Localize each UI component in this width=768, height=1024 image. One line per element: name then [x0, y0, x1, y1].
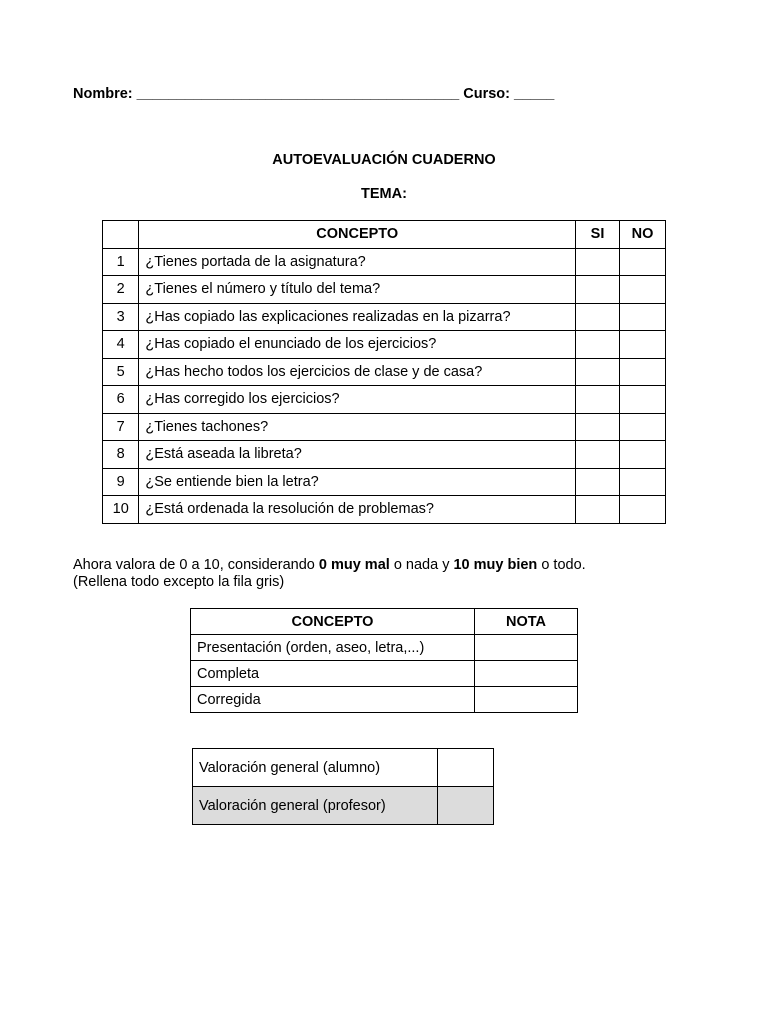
- row-number: 8: [103, 441, 139, 469]
- no-cell[interactable]: [619, 386, 665, 414]
- intro-bold-2: 10 muy bien: [453, 557, 538, 573]
- row-number: 5: [103, 358, 139, 386]
- row-number: 3: [103, 303, 139, 331]
- si-cell[interactable]: [576, 496, 620, 524]
- table-row: [103, 468, 666, 496]
- row-number: 9: [103, 468, 139, 496]
- row-question: ¿Está ordenada la resolución de problemas?: [139, 496, 576, 524]
- row-number: 2: [103, 276, 139, 304]
- no-cell[interactable]: [619, 441, 665, 469]
- row-question: ¿Has copiado las explicaciones realizadas en la pizarra?: [139, 303, 576, 331]
- table-row: [103, 386, 666, 414]
- no-cell[interactable]: [619, 276, 665, 304]
- si-cell[interactable]: [576, 441, 620, 469]
- table-row: [103, 358, 666, 386]
- table-row: [103, 248, 666, 276]
- overall-student-cell[interactable]: [438, 749, 494, 787]
- grade-concept: Corregida: [191, 687, 475, 713]
- intro-text-3: o todo.: [537, 557, 586, 573]
- table-row: [191, 661, 578, 687]
- row-question: ¿Tienes tachones?: [139, 413, 576, 441]
- row-question: ¿Está aseada la libreta?: [139, 441, 576, 469]
- row-question: ¿Se entiende bien la letra?: [139, 468, 576, 496]
- row-number: 1: [103, 248, 139, 276]
- si-cell[interactable]: [576, 303, 620, 331]
- row-question: ¿Has corregido los ejercicios?: [139, 386, 576, 414]
- intro-text-1: Ahora valora de 0 a 10, considerando: [73, 557, 319, 573]
- table-row: [193, 749, 494, 787]
- nota-cell[interactable]: [475, 635, 578, 661]
- overall-table: [192, 748, 494, 825]
- no-cell[interactable]: [619, 358, 665, 386]
- table-row: [103, 441, 666, 469]
- intro-text-2: o nada y: [389, 557, 454, 573]
- row-number: 7: [103, 413, 139, 441]
- intro-line-2: (Rellena todo excepto la fila gris): [73, 574, 285, 590]
- table-row: [191, 687, 578, 713]
- si-cell[interactable]: [576, 413, 620, 441]
- grade-concept: Presentación (orden, aseo, letra,...): [191, 635, 475, 661]
- table-row: [191, 635, 578, 661]
- no-cell[interactable]: [619, 413, 665, 441]
- nota-cell[interactable]: [475, 687, 578, 713]
- table-row: [103, 331, 666, 359]
- rating-instructions: [73, 557, 586, 591]
- row-number: 10: [103, 496, 139, 524]
- nota-cell[interactable]: [475, 661, 578, 687]
- intro-bold-1: 0 muy mal: [318, 557, 390, 573]
- number-header: [103, 221, 139, 249]
- no-cell[interactable]: [619, 496, 665, 524]
- table-row: [103, 496, 666, 524]
- si-header: SI: [576, 221, 620, 249]
- no-cell[interactable]: [619, 248, 665, 276]
- no-header: NO: [619, 221, 665, 249]
- curso-field[interactable]: _____: [514, 86, 555, 102]
- si-cell[interactable]: [576, 331, 620, 359]
- row-question: ¿Has hecho todos los ejercicios de clase y de casa?: [139, 358, 576, 386]
- name-course-line: [73, 86, 554, 102]
- concepto-header: CONCEPTO: [191, 609, 475, 635]
- si-cell[interactable]: [576, 248, 620, 276]
- row-number: 6: [103, 386, 139, 414]
- concepto-header: CONCEPTO: [139, 221, 576, 249]
- si-cell[interactable]: [576, 276, 620, 304]
- nota-header: NOTA: [475, 609, 578, 635]
- grades-header-row: [191, 609, 578, 635]
- nombre-label: Nombre:: [73, 86, 133, 102]
- checklist-table: [102, 220, 666, 524]
- row-number: 4: [103, 331, 139, 359]
- row-question: ¿Tienes portada de la asignatura?: [139, 248, 576, 276]
- si-cell[interactable]: [576, 358, 620, 386]
- no-cell[interactable]: [619, 468, 665, 496]
- table-row: [103, 413, 666, 441]
- table-row: [193, 787, 494, 825]
- checklist-header-row: [103, 221, 666, 249]
- si-cell[interactable]: [576, 386, 620, 414]
- page-title: AUTOEVALUACIÓN CUADERNO: [272, 152, 496, 168]
- curso-label: Curso:: [463, 86, 510, 102]
- tema-label: TEMA:: [361, 186, 407, 202]
- overall-teacher-cell: [438, 787, 494, 825]
- table-row: [103, 303, 666, 331]
- nombre-field[interactable]: ________________________________________: [136, 86, 460, 102]
- grade-concept: Completa: [191, 661, 475, 687]
- grades-table: [190, 608, 578, 713]
- overall-student-label: Valoración general (alumno): [193, 749, 438, 787]
- no-cell[interactable]: [619, 331, 665, 359]
- row-question: ¿Has copiado el enunciado de los ejercicios?: [139, 331, 576, 359]
- row-question: ¿Tienes el número y título del tema?: [139, 276, 576, 304]
- overall-teacher-label: Valoración general (profesor): [193, 787, 438, 825]
- no-cell[interactable]: [619, 303, 665, 331]
- table-row: [103, 276, 666, 304]
- si-cell[interactable]: [576, 468, 620, 496]
